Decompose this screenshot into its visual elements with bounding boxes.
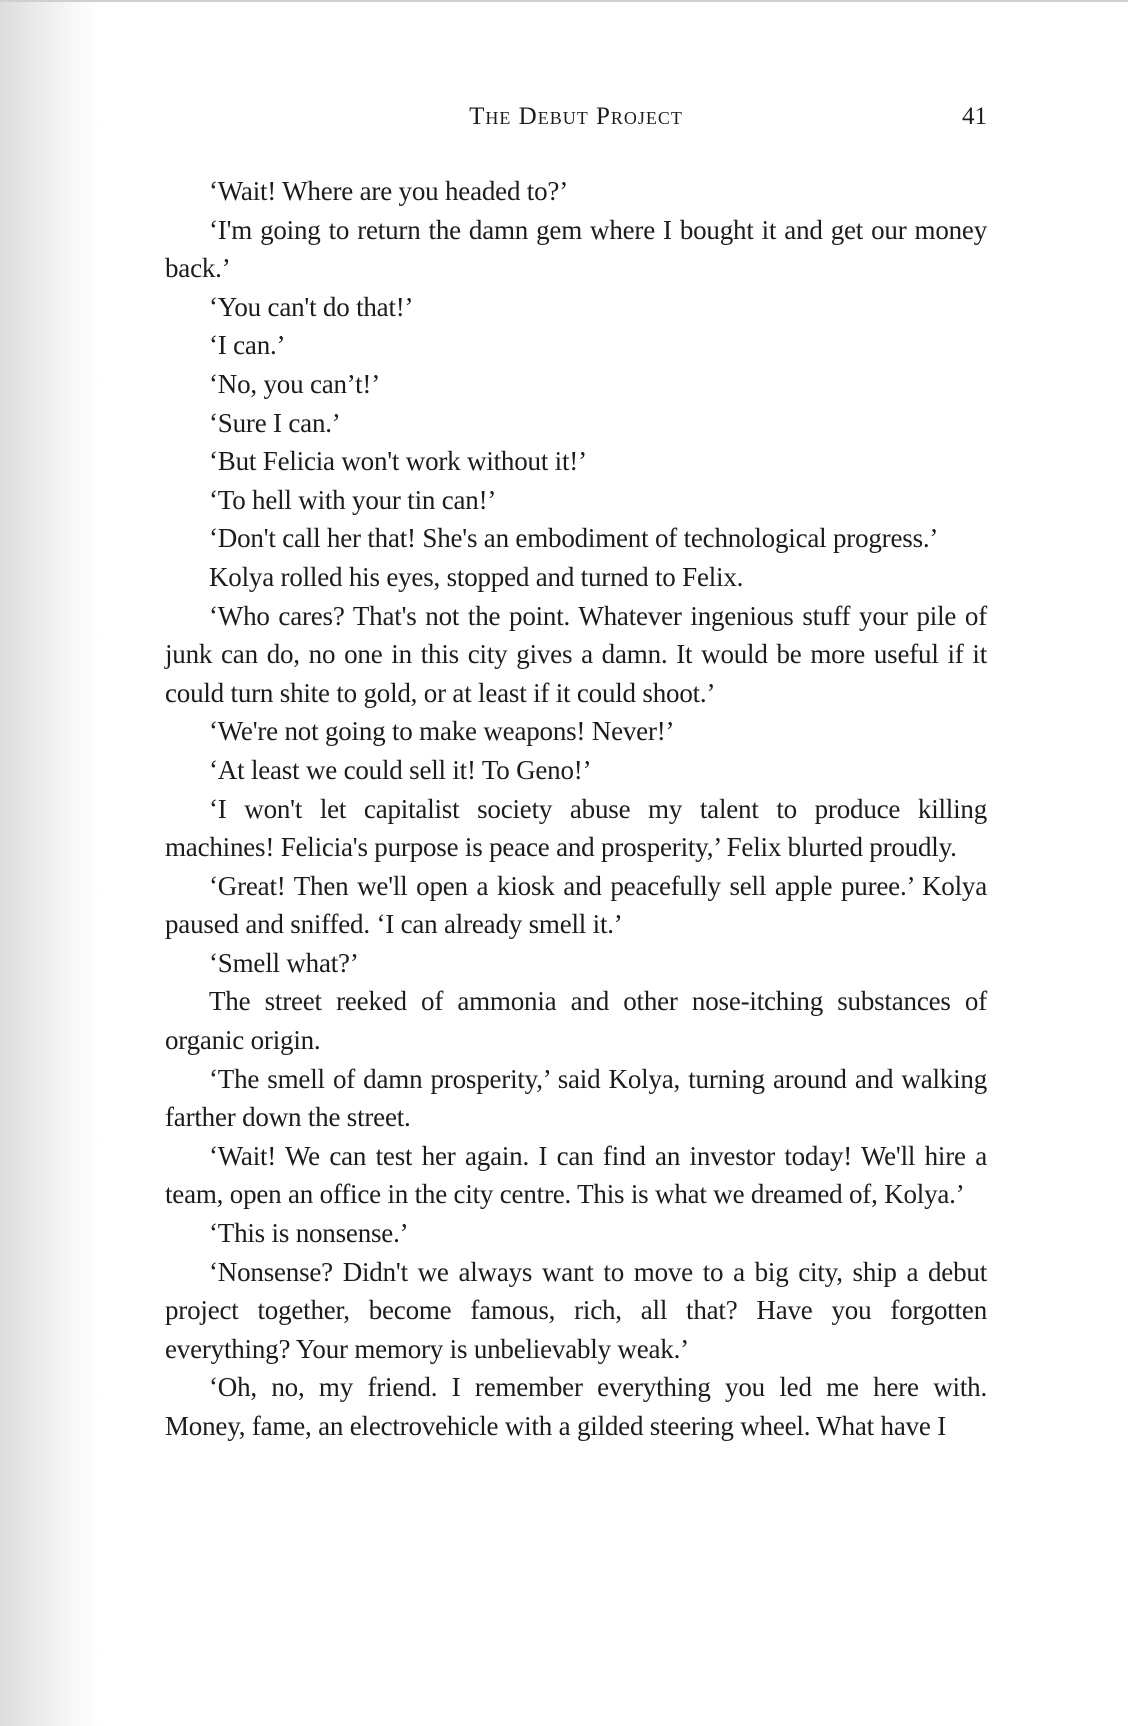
paragraph: ‘No, you can’t!’ [209,368,380,399]
paragraph: ‘I won't let capitalist society abuse my talent to produce killing machines! Felicia's purpose is peace and prosperity,’ Felix blurted proudly. [165,793,987,863]
paragraph: ‘At least we could sell it! To Geno!’ [209,754,592,785]
paragraph: ‘Nonsense? Didn't we always want to move to a big city, ship a debut project together, become famous, rich, all that? Have you forgotten everything? Your memory is unbelievably weak.’ [165,1256,987,1364]
paragraph: ‘Great! Then we'll open a kiosk and peacefully sell apple puree.’ Kolya paused and sniffed. ‘I can already smell it.’ [165,870,987,940]
paragraph: ‘But Felicia won't work without it!’ [209,446,587,477]
page-number: 41 [962,103,987,130]
running-header [165,100,987,140]
paragraph: ‘Wait! Where are you headed to?’ [209,176,568,206]
paragraph: ‘Smell what?’ [209,947,359,978]
paragraph: ‘Sure I can.’ [209,407,341,438]
paragraph: ‘You can't do that!’ [209,291,414,322]
paragraph: ‘We're not going to make weapons! Never!’ [209,716,675,747]
paragraph: ‘Wait! We can test her again. I can find an investor today! We'll hire a team, open an office in the city centre. This is what we dreamed of, Kolya.’ [165,1140,987,1210]
paragraph: Kolya rolled his eyes, stopped and turned to Felix. [209,561,744,592]
paragraph: ‘I can.’ [209,330,286,361]
paragraph: ‘Who cares? That's not the point. Whatever ingenious stuff your pile of junk can do, no one in this city gives a damn. It would be more useful if it could turn shite to gold, or at least if it could shoot.’ [165,600,987,708]
paragraph: The street reeked of ammonia and other nose-itching substances of organic origin. [165,986,987,1056]
paragraph: ‘To hell with your tin can!’ [209,484,497,515]
page-text [165,172,987,1446]
paragraph: ‘The smell of damn prosperity,’ said Kolya, turning around and walking farther down the street. [165,1063,987,1133]
paragraph: ‘I'm going to return the damn gem where I bought it and get our money back.’ [165,214,987,284]
paragraph: ‘This is nonsense.’ [209,1218,409,1249]
paragraph: ‘Oh, no, my friend. I remember everything you led me here with. Money, fame, an electrovehicle with a gilded steering wheel. What have I [165,1372,987,1441]
paragraph: ‘Don't call her that! She's an embodiment of technological progress.’ [209,523,939,554]
running-title: The Debut Project [469,103,683,130]
